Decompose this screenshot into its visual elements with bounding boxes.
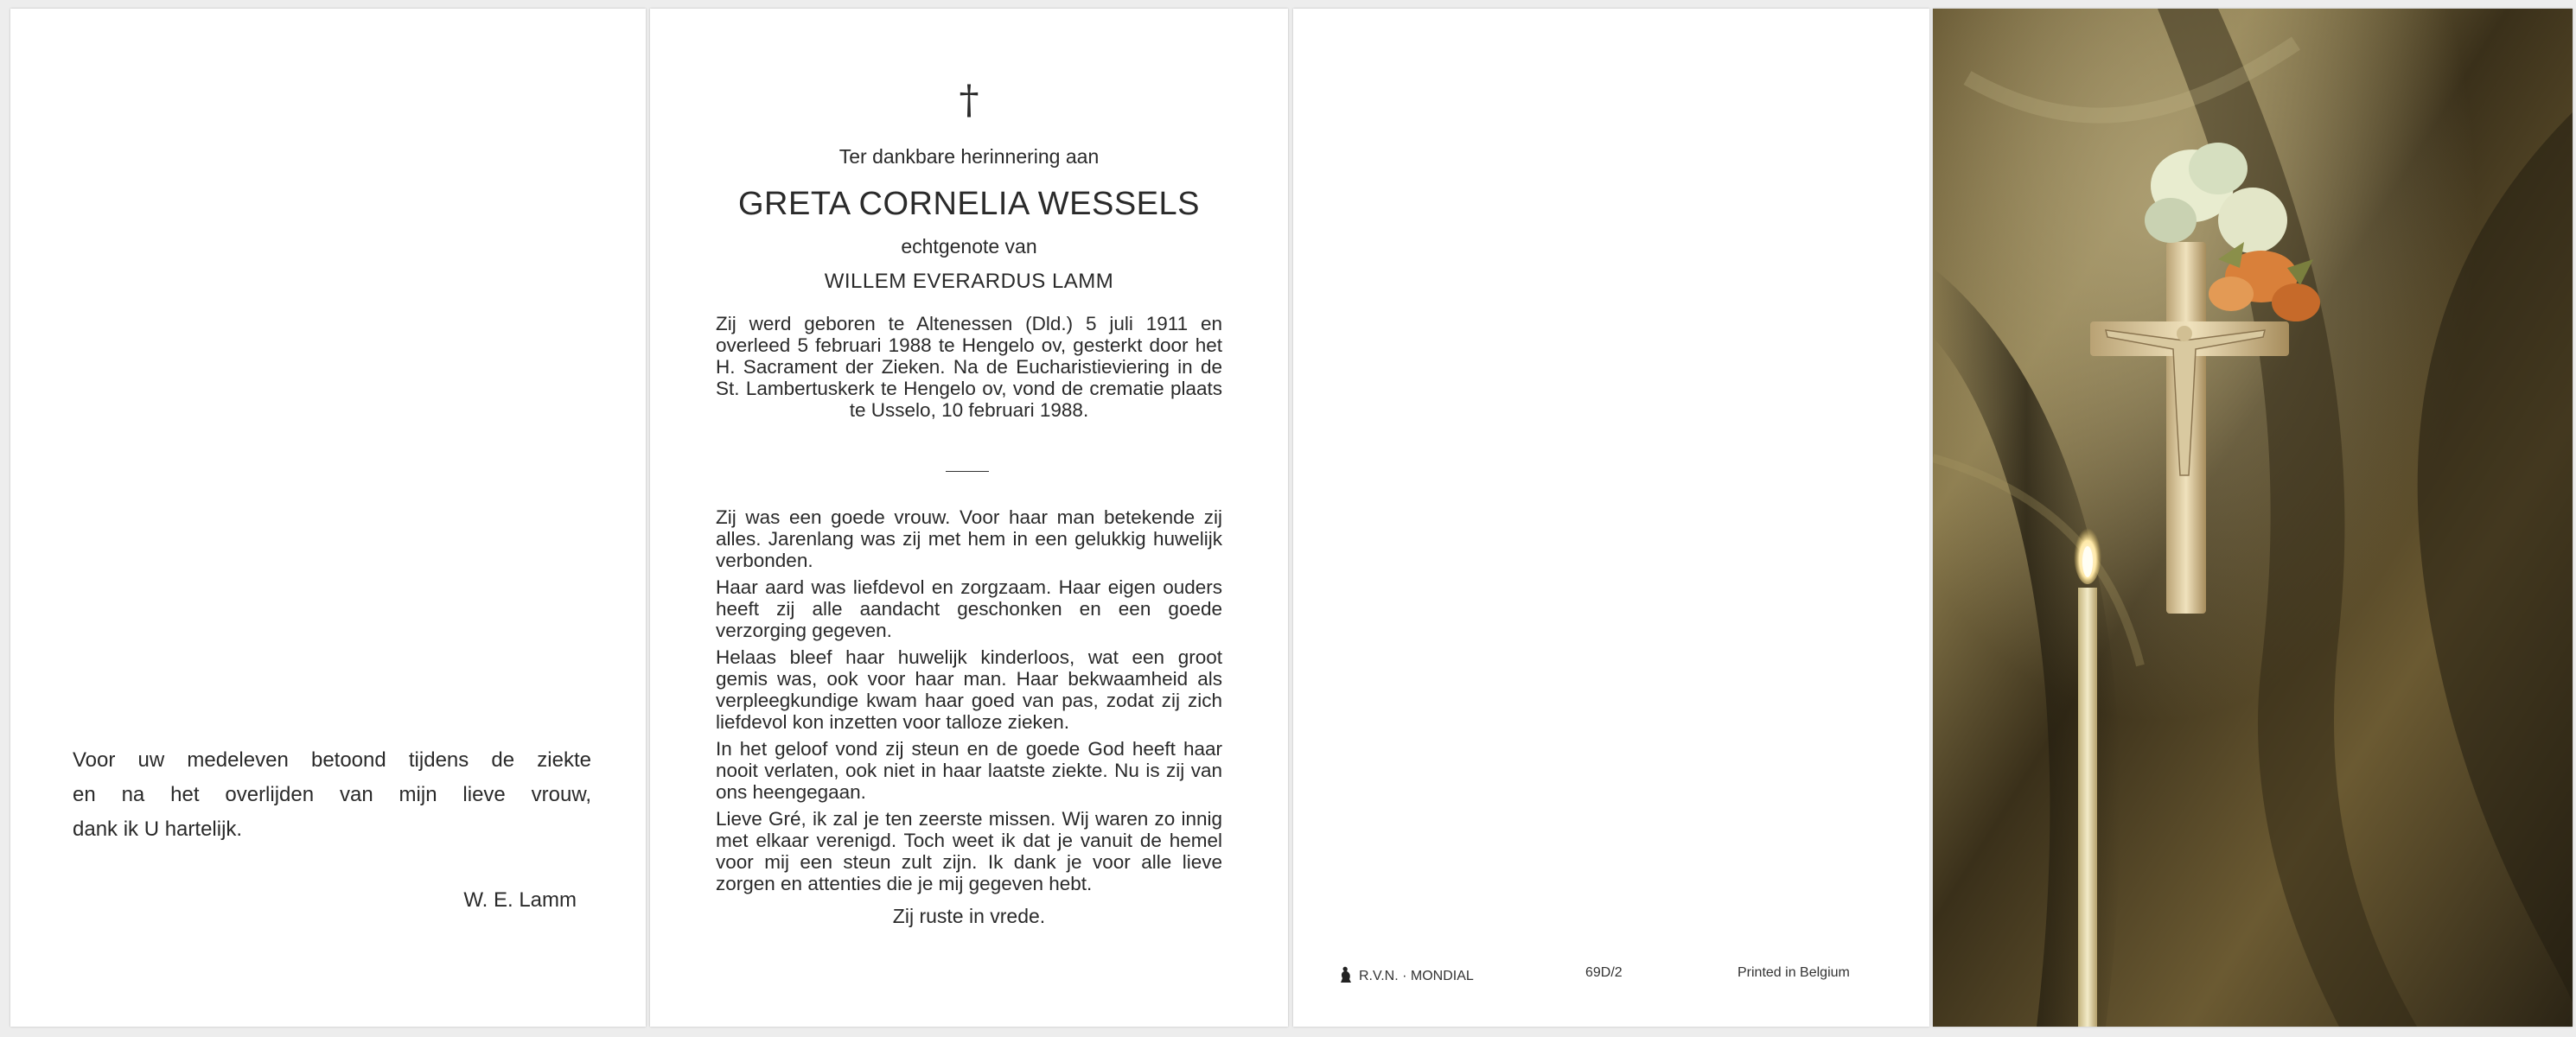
memorial-paragraph: Haar aard was liefdevol en zorgzaam. Haar eigen ouders heeft zij alle aandacht geschonken en een goede verzorging gegeven. (716, 576, 1222, 641)
memorial-paragraph: Zij was een goede vrouw. Voor haar man betekende zij alles. Jarenlang was zij met hem in een gelukkig huwelijk verbonden. (716, 506, 1222, 571)
card-panel-back (1293, 9, 1929, 1027)
spouse-name: WILLEM EVERARDUS LAMM (824, 270, 1114, 293)
biography: Zij werd geboren te Altenessen (Dld.) 5 juli 1911 en overleed 5 februari 1988 te Hengelo ov, gesterkt door het H. Sacrament der Zieken. Na de Eucharistieviering in de St. Lambertuskerk te Hengelo ov, vond de crematie plaats te Usselo, 10 februari 1988. (716, 313, 1222, 421)
thanks-line: Voor uw medeleven betoond tijdens de ziekte (73, 748, 591, 772)
memorial-text (716, 506, 1222, 928)
intro-text: Ter dankbare herinnering aan (838, 145, 1100, 168)
deceased-name: GRETA CORNELIA WESSELS (737, 186, 1200, 222)
thanks-line: dank ik U hartelijk. (73, 818, 243, 841)
memorial-paragraph: In het geloof vond zij steun en de goede God heeft haar nooit verlaten, ook niet in haar laatste ziekte. Nu is zij van ons heengegaan. (716, 738, 1222, 803)
closing-line: Zij ruste in vrede. (892, 905, 1046, 927)
card-panel-photo (1933, 9, 2573, 1027)
spouse-label: echtgenote van (901, 235, 1037, 258)
thanks-line: en na het overlijden van mijn lieve vrouw, (73, 783, 591, 806)
printed-in: Printed in Belgium (1738, 965, 1850, 980)
memorial-paragraph: Helaas bleef haar huwelijk kinderloos, wat een groot gemis was, ook voor haar man. Haar bekwaamheid als verpleegkundige kwam haar goed van pas, zodat zij zich liefdevol kon inzetten voor talloze zieken. (716, 646, 1222, 733)
cross-candle-photo (1933, 9, 2573, 1027)
publisher-mark (1338, 965, 1474, 984)
memorial-paragraph: Lieve Gré, ik zal je ten zeerste missen. Wij waren zo innig met elkaar verenigd. Toch weet ik dat je vanuit de hemel voor mij een steun zult zijn. Ik dank je voor alle lieve zorgen en attenties die je mij gegeven hebt. (716, 808, 1222, 894)
publisher-text: R.V.N. · MONDIAL (1359, 969, 1474, 983)
signature: W. E. Lamm (463, 888, 577, 912)
publisher-logo-icon (1338, 965, 1354, 984)
thanks-message (73, 743, 591, 847)
card-code: 69D/2 (1585, 965, 1623, 980)
cross-icon: † (959, 76, 979, 123)
card-panel-memorial (650, 9, 1288, 1027)
divider (946, 471, 989, 472)
card-panel-thanks (10, 9, 646, 1027)
